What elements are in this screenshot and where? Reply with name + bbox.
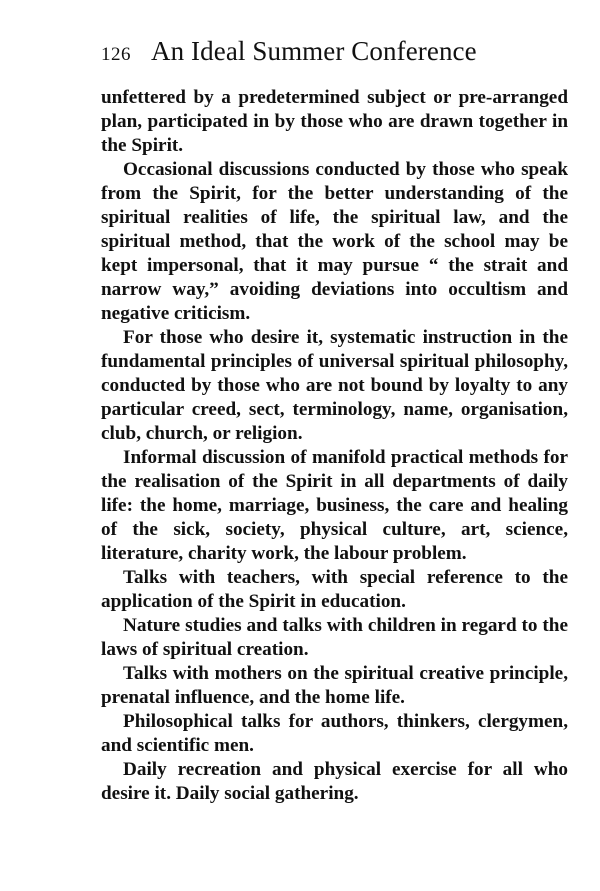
paragraph-continued: unfettered by a predetermined subject or pre-arranged plan, participated in by those who are drawn together in the Spirit. xyxy=(101,87,568,156)
page-number: 126 xyxy=(101,44,131,65)
paragraph-talks-mothers: Talks with mothers on the spiritual creative principle, prenatal influence, and the home life. xyxy=(101,663,568,708)
running-title: An Ideal Summer Conference xyxy=(151,36,477,66)
paragraph-occasional-discussions: Occasional discussions conducted by those who speak from the Spirit, for the better understanding of the spiritual realities of life, the spiritual law, and the spiritual method, that the work of the school may be kept impersonal, that it may pursue “ the strait and narrow way,” avoiding deviations into occultism and negative criticism. xyxy=(101,159,568,324)
running-head xyxy=(101,36,568,76)
paragraph-informal-discussion: Informal discussion of manifold practical methods for the realisation of the Spirit in all departments of daily life: the home, marriage, business, the care and healing of the sick, society, physical culture, art, science, literature, charity work, the labour problem. xyxy=(101,447,568,564)
paragraph-systematic-instruction: For those who desire it, systematic instruction in the fundamental principles of universal spiritual philosophy, conducted by those who are not bound by loyalty to any particular creed, sect, terminology, name, organisation, club, church, or religion. xyxy=(101,327,568,444)
paragraph-daily-recreation: Daily recreation and physical exercise for all who desire it. Daily social gathering. xyxy=(101,759,568,804)
paragraph-talks-teachers: Talks with teachers, with special reference to the application of the Spirit in education. xyxy=(101,567,568,612)
body-text xyxy=(101,86,568,806)
paragraph-philosophical-talks: Philosophical talks for authors, thinkers, clergymen, and scientific men. xyxy=(101,711,568,756)
book-page xyxy=(101,36,568,806)
paragraph-nature-studies: Nature studies and talks with children in regard to the laws of spiritual creation. xyxy=(101,615,568,660)
